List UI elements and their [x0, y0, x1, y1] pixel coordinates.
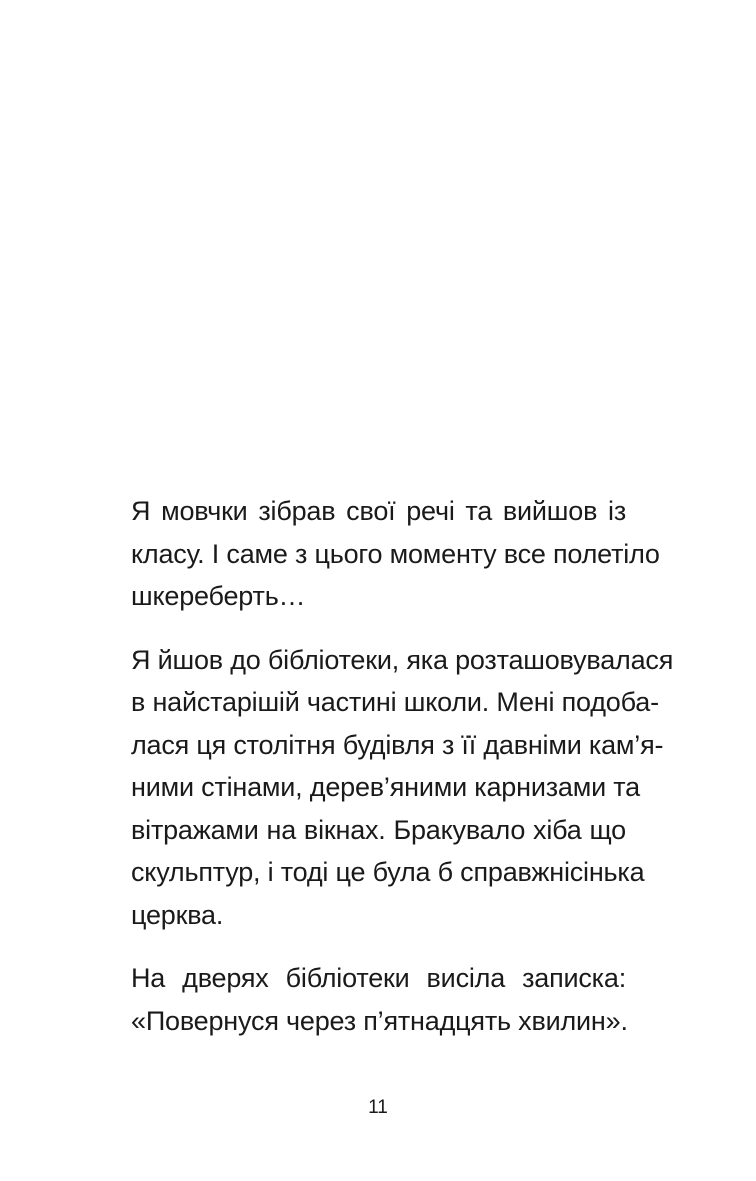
body-text: [131, 490, 674, 1042]
text-line: «Повернуся через п’ятнадцять хвилин».: [131, 1005, 628, 1036]
text-line: Я мовчки зібрав свої речі та вийшов із: [131, 496, 626, 526]
text-line: вітражами на вікнах. Бракувало хіба що: [131, 814, 626, 845]
text-line: На дверях бібліотеки висіла записка:: [131, 963, 626, 993]
text-line: Я йшов до бібліотеки, яка розташовувалася: [131, 644, 674, 675]
text-line: лася ця столітня будівля з її давніми кам’я-: [131, 729, 664, 760]
paragraph-3: [131, 957, 626, 1042]
text-line: скульптур, і тоді це була б справжнісінька: [131, 857, 645, 887]
text-line: в найстарішій частині школи. Мені подоба-: [131, 687, 659, 717]
page-number: 11: [368, 1097, 388, 1118]
paragraph-2: [131, 639, 674, 937]
paragraph-1: [131, 490, 660, 618]
text-line: класу. І саме з цього моменту все полетіло: [131, 538, 660, 569]
text-line: церква.: [131, 899, 224, 930]
text-line: ними стінами, дерев’яними карнизами та: [131, 772, 640, 802]
text-line: шкереберть…: [131, 581, 306, 611]
